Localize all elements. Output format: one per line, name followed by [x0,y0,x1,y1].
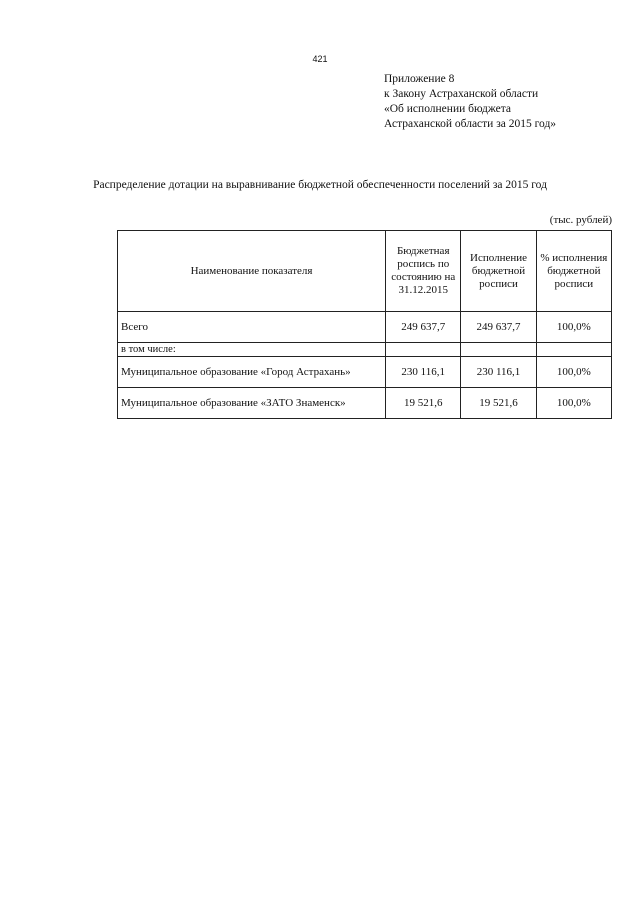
table-row-subheader [118,343,612,357]
cell-execution: 230 116,1 [461,357,536,388]
document-title: Распределение дотации на выравнивание бюджетной обеспеченности поселений за 2015 год [93,179,547,191]
header-line: росписи [554,277,594,290]
cell-empty [461,343,536,357]
header-execution [461,231,536,312]
cell-budget: 19 521,6 [386,388,461,419]
appendix-line: Приложение 8 [384,73,455,85]
units-label: (тыс. рублей) [549,214,612,226]
appendix-line: к Закону Астраханской области [384,88,539,100]
appendix-block [384,72,556,132]
cell-execution: 19 521,6 [461,388,536,419]
cell-name: Муниципальное образование «Город Астрахань» [118,357,386,388]
cell-subheader: в том числе: [118,343,386,357]
header-line: бюджетной [547,264,601,277]
header-line: бюджетной [471,264,526,277]
cell-budget: 249 637,7 [386,312,461,343]
budget-table [117,230,612,419]
appendix-line: Астраханской области за 2015 год» [384,118,557,130]
header-line: 31.12.2015 [398,284,448,296]
header-percent [536,231,611,312]
header-line: Исполнение [470,251,528,264]
cell-percent: 100,0% [536,312,611,343]
header-line: состоянию на [391,271,456,283]
header-budget [386,231,461,312]
cell-empty [386,343,461,357]
cell-execution: 249 637,7 [461,312,536,343]
table-row [118,388,612,419]
table-row-total [118,312,612,343]
header-name: Наименование показателя [118,231,386,312]
cell-percent: 100,0% [536,357,611,388]
table-row [118,357,612,388]
appendix-line: «Об исполнении бюджета [384,103,512,115]
table-header-row [118,231,612,312]
header-line: росписи [479,277,518,290]
header-line: роспись по [397,258,450,270]
cell-empty [536,343,611,357]
cell-budget: 230 116,1 [386,357,461,388]
cell-name: Муниципальное образование «ЗАТО Знаменск» [118,388,386,419]
header-line: Бюджетная [396,245,450,257]
page-number: 421 [312,54,328,64]
cell-percent: 100,0% [536,388,611,419]
header-line: % исполнения [540,251,608,264]
cell-name: Всего [118,312,386,343]
